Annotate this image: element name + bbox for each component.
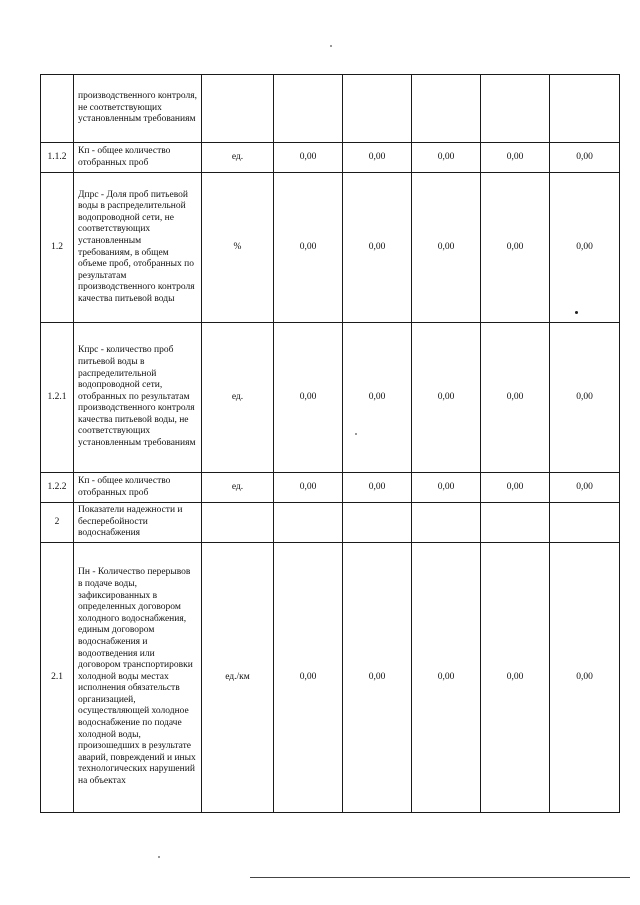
value-cell: 0,00	[343, 323, 412, 473]
table-row	[41, 323, 620, 473]
value-cell: 0,00	[481, 543, 550, 813]
value-cell	[550, 503, 620, 543]
value-cell	[343, 75, 412, 143]
indicator-description: Кп - общее количество отобранных проб	[74, 143, 202, 173]
value-cell: 0,00	[481, 173, 550, 323]
value-cell: 0,00	[274, 323, 343, 473]
row-number: 2.1	[41, 543, 74, 813]
value-cell: 0,00	[481, 473, 550, 503]
unit-of-measure: %	[202, 173, 274, 323]
indicator-description: Кп - общее количество отобранных проб	[74, 473, 202, 503]
indicator-description: производственного контроля, не соответствующих установленным требованиям	[74, 75, 202, 143]
value-cell	[550, 75, 620, 143]
value-cell: 0,00	[274, 543, 343, 813]
value-cell	[481, 75, 550, 143]
unit-of-measure: ед./км	[202, 543, 274, 813]
value-cell: 0,00	[412, 473, 481, 503]
table-row	[41, 503, 620, 543]
row-number	[41, 75, 74, 143]
value-cell: 0,00	[412, 543, 481, 813]
row-number: 1.2	[41, 173, 74, 323]
indicator-description: Пн - Количество перерывов в подаче воды, зафиксированных в определенных договором холодного водоснабжения, единым договором водоснабжения и водоотведения или договором транспортировки холодной воды местах исполнения обязательств организацией, осуществляющей холодное водоснабжение по подаче холодной воды, произошедших в результате аварий, повреждений и иных технологических нарушений на объектах	[74, 543, 202, 813]
value-cell: 0,00	[481, 143, 550, 173]
table-row	[41, 75, 620, 143]
table-row	[41, 173, 620, 323]
value-cell: 0,00	[343, 543, 412, 813]
unit-of-measure	[202, 75, 274, 143]
scan-speck	[575, 311, 578, 314]
table-row	[41, 543, 620, 813]
value-cell: 0,00	[550, 143, 620, 173]
value-cell: 0,00	[550, 543, 620, 813]
table-body	[41, 75, 620, 813]
row-number: 1.2.2	[41, 473, 74, 503]
value-cell: 0,00	[412, 173, 481, 323]
scan-speck	[330, 45, 332, 47]
indicator-description: Дпрс - Доля проб питьевой воды в распределительной водопроводной сети, не соответствующих установленным требованиям, в общем объеме проб, отобранных по результатам производственного контроля качества питьевой воды	[74, 173, 202, 323]
scan-edge-line	[250, 877, 630, 878]
table-row	[41, 143, 620, 173]
row-number: 1.2.1	[41, 323, 74, 473]
scan-speck	[355, 433, 357, 435]
row-number: 1.1.2	[41, 143, 74, 173]
value-cell: 0,00	[343, 473, 412, 503]
value-cell	[481, 503, 550, 543]
value-cell: 0,00	[412, 323, 481, 473]
unit-of-measure: ед.	[202, 143, 274, 173]
value-cell: 0,00	[412, 143, 481, 173]
row-number: 2	[41, 503, 74, 543]
unit-of-measure: ед.	[202, 473, 274, 503]
value-cell: 0,00	[343, 143, 412, 173]
unit-of-measure: ед.	[202, 323, 274, 473]
value-cell: 0,00	[481, 323, 550, 473]
table-row	[41, 473, 620, 503]
value-cell	[343, 503, 412, 543]
value-cell: 0,00	[274, 473, 343, 503]
value-cell: 0,00	[550, 173, 620, 323]
value-cell: 0,00	[550, 473, 620, 503]
indicator-description: Показатели надежности и бесперебойности водоснабжения	[74, 503, 202, 543]
value-cell: 0,00	[343, 173, 412, 323]
scan-speck	[158, 856, 160, 858]
value-cell	[412, 75, 481, 143]
value-cell: 0,00	[550, 323, 620, 473]
value-cell	[274, 75, 343, 143]
indicator-description: Кпрс - количество проб питьевой воды в распределительной водопроводной сети, отобранных по результатам производственного контроля качества питьевой воды, не соответствующих установленным требованиям	[74, 323, 202, 473]
value-cell	[274, 503, 343, 543]
value-cell: 0,00	[274, 173, 343, 323]
value-cell	[412, 503, 481, 543]
value-cell: 0,00	[274, 143, 343, 173]
unit-of-measure	[202, 503, 274, 543]
indicators-table	[40, 74, 620, 813]
